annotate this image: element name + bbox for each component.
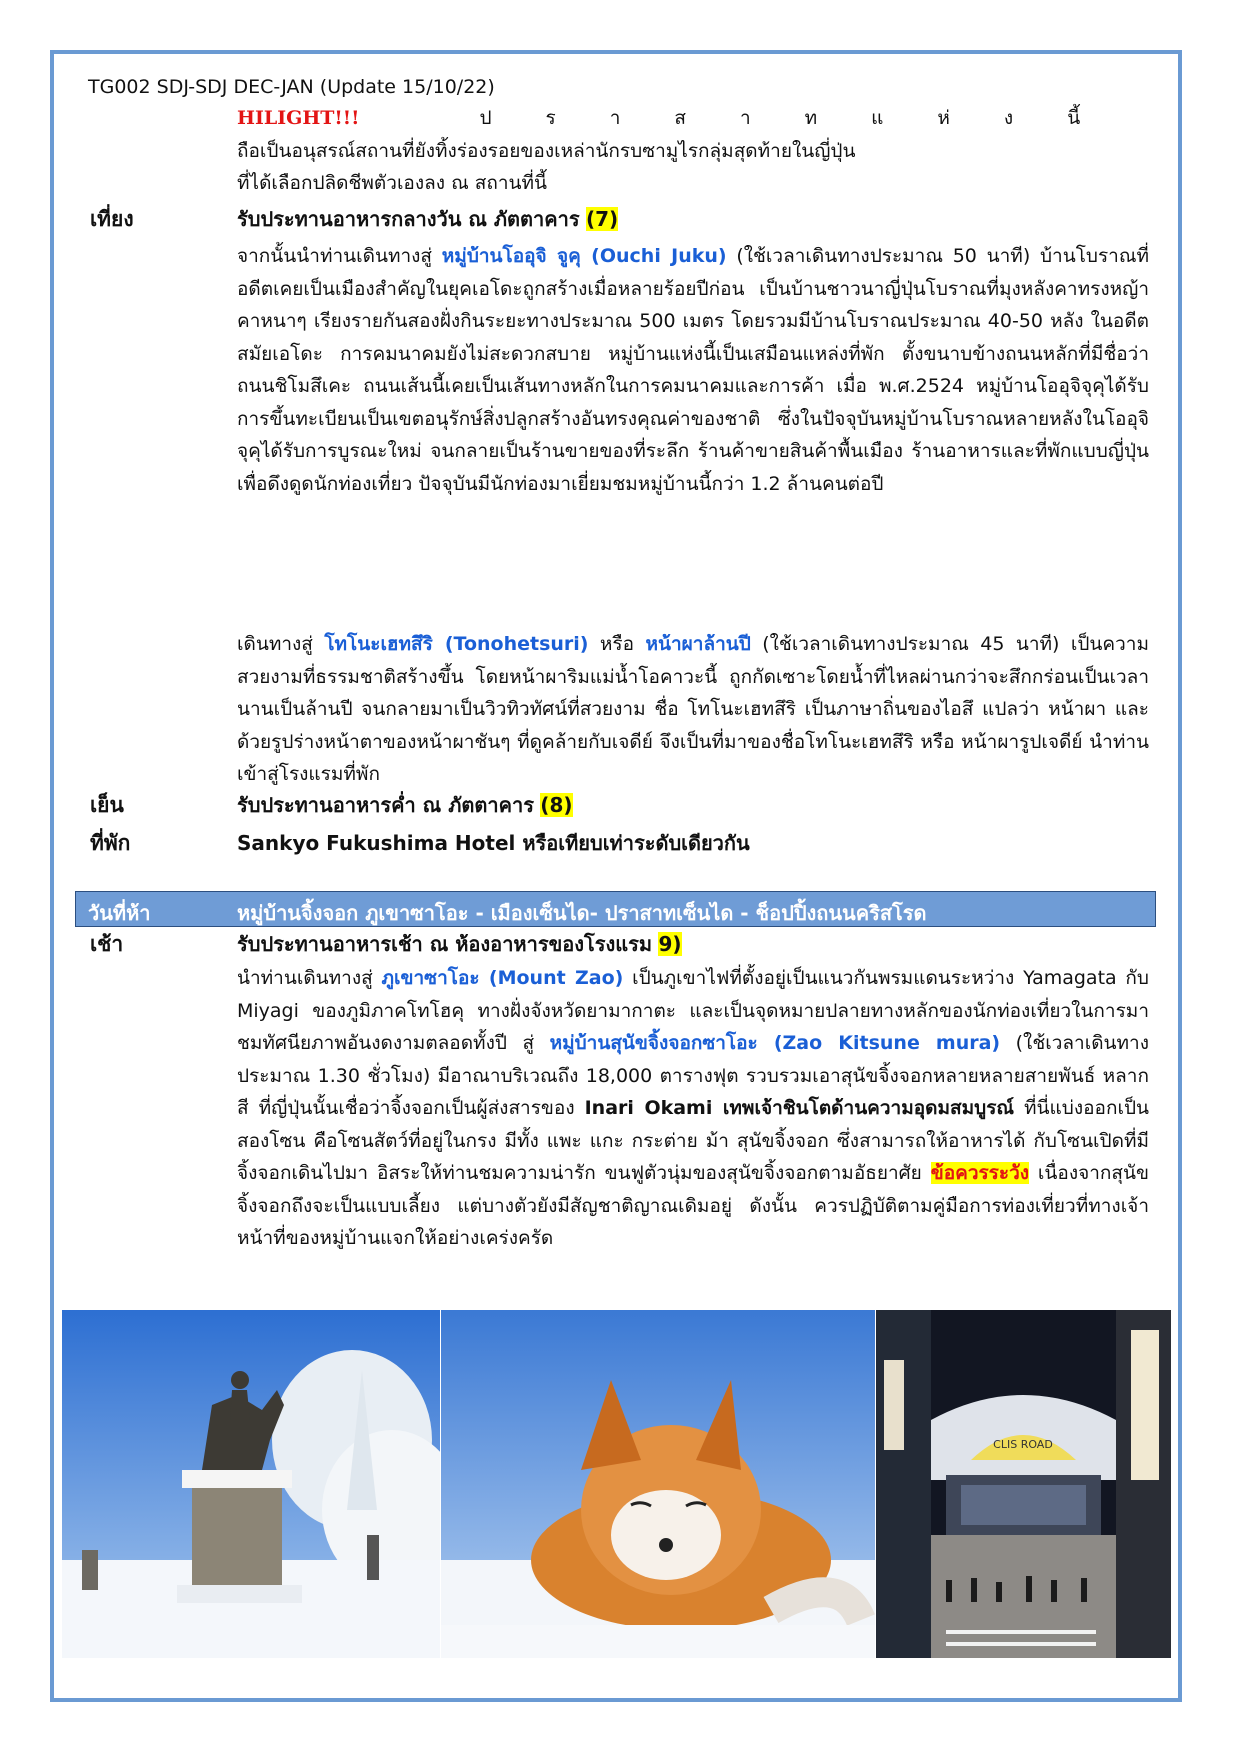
hilight-tag: HILIGHT!!!	[237, 107, 360, 129]
warning-highlight: ข้อควรระวัง	[930, 1162, 1030, 1184]
page-header: TG002 SDJ-SDJ DEC-JAN (Update 15/10/22)	[88, 76, 495, 98]
shopping-street-photo	[876, 1310, 1171, 1658]
breakfast-meal-text: รับประทานอาหารเช้า ณ ห้องอาหารของโรงแรม	[237, 932, 653, 956]
lunch-meal	[237, 203, 1149, 236]
inari-okami-text: Inari Okami เทพเจ้าชินโตด้านความอุดมสมบูรณ์	[584, 1097, 1015, 1119]
ouchi-juku-place: หมู่บ้านโออุจิ จูคุ (Ouchi Juku)	[441, 245, 727, 267]
hotel-rest: หรือเทียบเท่าระดับเดียวกัน	[515, 831, 750, 855]
tonohetsuri-text-rest: (ใช้เวลาเดินทางประมาณ 45 นาที) เป็นความสวยงามที่ธรรมชาติสร้างขึ้น โดยหน้าผาริมแม่น้ำโอคาวะนี้ ถูกกัดเซาะโดยน้ำที่ไหลผ่านกว่าจะสึกกร่อนเป็นเวลานานเป็นล้านปี จนกลายมาเป็นวิวทิวทัศน์ที่สวยงาม ชื่อ โทโนะเฮทสึริ เป็นภาษาถิ่นของไอสึ แปลว่า หน้าผา และด้วยรูปร่างหน้าตาของหน้าผาชันๆ ที่ดูคล้ายกับเจดีย์ จึงเป็นที่มาของชื่อโทโนะเฮทสึริ หรือ หน้าผารูปเจดีย์ นำท่านเข้าสู่โรงแรมที่พัก	[237, 633, 1149, 785]
fox-photo	[441, 1310, 875, 1658]
zao-text-pre: นำท่านเดินทางสู่	[237, 967, 382, 989]
hilight-line-3: ที่ได้เลือกปลิดชีพตัวเองลง ณ สถานที่นี้	[237, 172, 548, 194]
cliff-place: หน้าผาล้านปี	[645, 633, 751, 655]
tonohetsuri-text-mid: หรือ	[588, 633, 646, 655]
zao-text-mid1: เป็นภูเขาไฟที่ตั้งอยู่เป็นแนวกันพรมแดนระหว่าง Yamagata กับ Miyagi ของภูมิภาคโทโฮคุ ทางฝั่งจังหวัดยามากาตะ และเป็นจุดหมายปลายทางหลักของนักท่องเที่ยวในการมาชมทัศนียภาพอันงดงามตลอดทั้งปี สู่	[237, 967, 1149, 1054]
hilight-line-2: ถือเป็นอนุสรณ์สถานที่ยังทิ้งร่องรอยของเหล่านักรบซามูไรกลุ่มสุดท้ายในญี่ปุ่น	[237, 139, 856, 162]
zao-text-mid2: (ใช้เวลาเดินทางประมาณ 1.30 ชั่วโมง) มีอาณาบริเวณถึง 18,000 ตารางฟุต รวบรวมเอาสุนัขจิ้งจอกหลายหลายสายพันธ์ หลากสี ที่ญี่ปุ่นนั้นเชื่อว่าจิ้งจอกเป็นผู้ส่งสารของ	[237, 1032, 1149, 1119]
tonohetsuri-place: โทโนะเฮทสึริ (Tonohetsuri)	[324, 633, 589, 655]
street-sign-text: CLIS ROAD	[993, 1438, 1053, 1451]
zao-paragraph	[237, 962, 1149, 1255]
tonohetsuri-paragraph	[237, 628, 1149, 791]
zao-text-mid3: ที่นี่แบ่งออกเป็นสองโซน คือโซนสัตว์ที่อยู่ในกรง มีทั้ง แพะ แกะ กระต่าย ม้า สุนัขจิ้งจอก ซึ่งสามารถให้อาหารได้ กับโซนเปิดที่มีจิ้งจอกเดินไปมา อิสระให้ท่านชมความน่ารัก ขนฟูตัวนุ่มของสุนัขจิ้งจอกตามอัธยาศัย	[237, 1097, 1149, 1184]
dinner-meal-no: (8)	[540, 793, 573, 817]
breakfast-meal	[237, 928, 1149, 961]
ouchi-text-pre: จากนั้นนำท่านเดินทางสู่	[237, 245, 442, 267]
hotel-label: ที่พัก	[90, 831, 131, 855]
lunch-meal-no: (7)	[585, 207, 619, 231]
hilight-text: ปราสาทแห่งนี้	[479, 107, 1135, 129]
lunch-meal-text: รับประทานอาหารกลางวัน ณ ภัตตาคาร	[237, 207, 580, 231]
day5-label: วันที่ห้า	[88, 901, 151, 925]
day5-title: หมู่บ้านจิ้งจอก ภูเขาซาโอะ - เมืองเซ็นได- ปราสาทเซ็นได - ช็อปปิ้งถนนคริสโรด	[237, 901, 927, 925]
day5-band	[75, 891, 1156, 927]
hotel-name: Sankyo Fukushima Hotel	[237, 831, 516, 855]
dinner-meal	[237, 789, 1149, 822]
breakfast-meal-no: 9)	[658, 932, 682, 956]
dinner-label: เย็น	[90, 793, 124, 817]
hotel-line	[237, 827, 1149, 860]
hilight-paragraph	[237, 102, 1149, 200]
breakfast-label: เช้า	[90, 932, 124, 956]
ouchi-text-rest: (ใช้เวลาเดินทางประมาณ 50 นาที) บ้านโบราณที่อดีตเคยเป็นเมืองสำคัญในยุคเอโดะถูกสร้างเมื่อหลายร้อยปีก่อน เป็นบ้านชาวนาญี่ปุ่นโบราณที่มุงหลังคาทรงหญ้าคาหนาๆ เรียงรายกันสองฝั่งกินระยะทางประมาณ 500 เมตร โดยรวมมีบ้านโบราณประมาณ 40-50 หลัง ในอดีตสมัยเอโดะ การคมนาคมยังไม่สะดวกสบาย หมู่บ้านแห่งนี้เป็นเสมือนแหล่งที่พัก ตั้งขนาบข้างถนนหลักที่มีชื่อว่าถนนชิโมสึเคะ ถนนเส้นนี้เคยเป็นเส้นทางหลักในการคมนาคมและการค้า เมื่อ พ.ศ.2524 หมู่บ้านโออุจิจุคุได้รับการขึ้นทะเบียนเป็นเขตอนุรักษ์สิ่งปลูกสร้างอันทรงคุณค่าของชาติ ซึ่งในปัจจุบันหมู่บ้านโบราณหลายหลังในโออุจิ จุคุได้รับการบูรณะใหม่ จนกลายเป็นร้านขายของที่ระลึก ร้านค้าขายสินค้าพื้นเมือง ร้านอาหารและที่พักแบบญี่ปุ่นเพื่อดึงดูดนักท่องเที่ยว ปัจจุบันมีนักท่องมาเยี่ยมชมหมู่บ้านนี้กว่า 1.2 ล้านคนต่อปี	[237, 245, 1149, 495]
tonohetsuri-text-pre: เดินทางสู่	[237, 633, 325, 655]
samurai-statue-photo	[62, 1310, 440, 1658]
ouchi-juku-paragraph	[237, 240, 1149, 500]
mount-zao-place: ภูเขาซาโอะ (Mount Zao)	[381, 967, 624, 989]
dinner-meal-text: รับประทานอาหารค่ำ ณ ภัตตาคาร	[237, 793, 534, 817]
lunch-label: เที่ยง	[90, 207, 134, 231]
fox-village-place: หมู่บ้านสุนัขจิ้งจอกซาโอะ (Zao Kitsune mura)	[549, 1032, 1001, 1054]
zao-text-rest: เนื่องจากสุนัขจิ้งจอกถึงจะเป็นแบบเลี้ยง แต่บางตัวยังมีสัญชาติญาณเดิมอยู่ ดังนั้น ควรปฏิบัติตามคู่มือการท่องเที่ยวที่ทางเจ้าหน้าที่ของหมู่บ้านแจกให้อย่างเคร่งครัด	[237, 1162, 1149, 1249]
